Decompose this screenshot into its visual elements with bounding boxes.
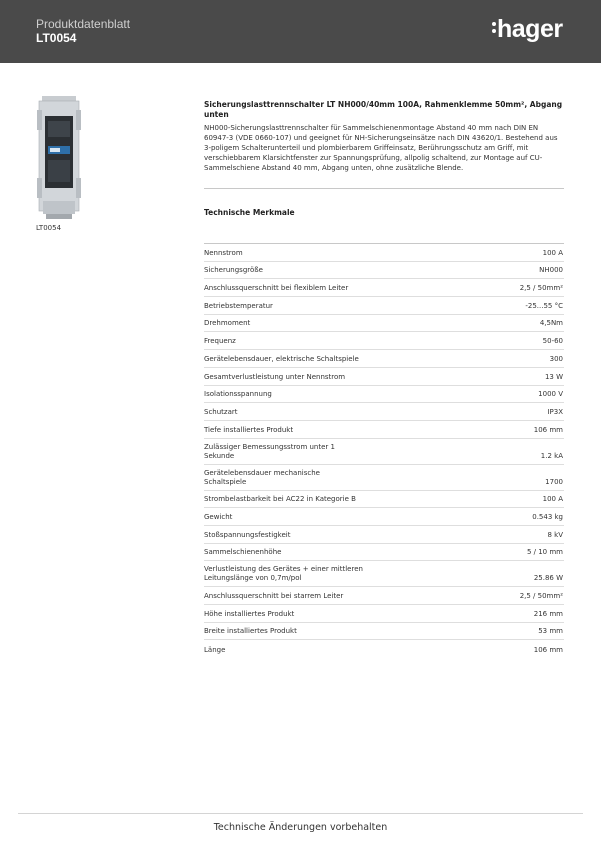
spec-label: Verlustleistung des Gerätes + einer mittleren Leitungslänge von 0,7m/pol bbox=[204, 565, 363, 583]
table-row bbox=[204, 244, 564, 262]
spec-value: 2,5 / 50mm² bbox=[519, 592, 563, 600]
spec-label: Anschlussquerschnitt bei flexiblem Leiter bbox=[204, 284, 349, 293]
spec-label: Isolationsspannung bbox=[204, 390, 272, 399]
hager-logo bbox=[492, 17, 563, 42]
table-row bbox=[204, 350, 564, 368]
spec-label: Sicherungsgröße bbox=[204, 266, 263, 275]
spec-value: 4,5Nm bbox=[539, 319, 563, 328]
spec-label: Frequenz bbox=[204, 337, 236, 346]
table-row bbox=[204, 315, 564, 333]
table-row bbox=[204, 465, 564, 491]
spec-value: 8 kV bbox=[547, 530, 563, 539]
table-row bbox=[204, 491, 564, 509]
spec-label: Stoßspannungsfestigkeit bbox=[204, 530, 291, 539]
spec-label: Drehmoment bbox=[204, 319, 251, 328]
logo-dots-icon bbox=[492, 19, 496, 36]
spec-label: Betriebstemperatur bbox=[204, 301, 273, 310]
table-row bbox=[204, 587, 564, 605]
footer-note: Technische Änderungen vorbehalten bbox=[213, 822, 388, 833]
spec-label: Höhe installiertes Produkt bbox=[204, 609, 295, 618]
spec-value: 5 / 10 mm bbox=[526, 548, 563, 557]
logo-text: hager bbox=[497, 15, 563, 43]
table-row bbox=[204, 526, 564, 544]
table-row bbox=[204, 386, 564, 404]
spec-value: 1700 bbox=[545, 477, 563, 486]
table-row bbox=[204, 262, 564, 280]
spec-label: Gesamtverlustleistung unter Nennstrom bbox=[204, 372, 346, 381]
spec-value: 106 mm bbox=[533, 425, 563, 434]
table-row bbox=[204, 421, 564, 439]
spec-value: 106 mm bbox=[533, 646, 563, 655]
spec-value: 216 mm bbox=[533, 609, 563, 618]
spec-label: Strombelastbarkeit bei AC22 in Kategorie B bbox=[204, 495, 356, 504]
spec-label: Gerätelebensdauer mechanische Schaltspiele bbox=[204, 468, 320, 486]
table-row bbox=[204, 544, 564, 562]
specs-table bbox=[204, 243, 564, 658]
spec-label: Länge bbox=[204, 646, 226, 655]
spec-value: 13 W bbox=[544, 372, 563, 381]
spec-value: IP3X bbox=[547, 407, 563, 416]
page-header bbox=[0, 0, 601, 63]
spec-value: 300 bbox=[549, 354, 563, 363]
product-description: NH000-Sicherungslasttrennschalter für Sammelschienenmontage Abstand 40 mm nach DIN EN 60947-3 (VDE 0660-107) und geeignet für NH-Sicherungseinsätze nach DIN 43620/1. Bestehend aus 3-poligem Schalterunterteil und plombierbarem Griffeinsatz, Berührungsschutz am Griff, mit verschiebbarem Klarsichtfenster zur Spannungsprüfung, allpolig schaltend, zur Montage auf CU-Sammelschiene Abstand 40 mm, Abgang unten, ohne zusätzliche Blende. bbox=[204, 124, 558, 172]
spec-label: Anschlussquerschnitt bei starrem Leiter bbox=[204, 592, 344, 600]
spec-value: 2,5 / 50mm² bbox=[519, 284, 563, 293]
spec-value: 100 A bbox=[542, 248, 563, 257]
table-row bbox=[204, 561, 564, 587]
spec-value: 1000 V bbox=[538, 390, 563, 399]
spec-value: -25...55 °C bbox=[525, 301, 563, 310]
section-title: Technische Merkmale bbox=[204, 208, 295, 217]
spec-value: NH000 bbox=[539, 266, 563, 275]
table-row bbox=[204, 403, 564, 421]
spec-label: Breite installiertes Produkt bbox=[204, 627, 297, 636]
spec-value: 100 A bbox=[542, 495, 563, 504]
spec-label: Nennstrom bbox=[204, 248, 243, 257]
spec-label: Sammelschienenhöhe bbox=[204, 548, 282, 557]
table-row bbox=[204, 640, 564, 658]
spec-value: 25.86 W bbox=[533, 574, 563, 583]
product-title: Sicherungslasttrennschalter LT NH000/40mm 100A, Rahmenklemme 50mm², Abgang unten bbox=[204, 100, 563, 119]
spec-value: 1.2 kA bbox=[540, 451, 563, 460]
table-row bbox=[204, 439, 564, 465]
table-row bbox=[204, 508, 564, 526]
table-row bbox=[204, 279, 564, 297]
spec-value: 0.543 kg bbox=[532, 512, 563, 521]
footer-divider bbox=[18, 813, 583, 814]
table-row bbox=[204, 605, 564, 623]
document-type: Produktdatenblatt bbox=[36, 17, 131, 31]
spec-label: Gewicht bbox=[204, 512, 233, 521]
table-row bbox=[204, 623, 564, 641]
spec-label: Tiefe installiertes Produkt bbox=[204, 425, 294, 434]
table-row bbox=[204, 332, 564, 350]
spec-value: 50-60 bbox=[542, 337, 563, 346]
spec-label: Zulässiger Bemessungsstrom unter 1 Sekunde bbox=[204, 442, 335, 460]
divider bbox=[204, 188, 564, 189]
document-id: LT0054 bbox=[36, 31, 77, 45]
spec-label: Gerätelebensdauer, elektrische Schaltspiele bbox=[204, 354, 359, 363]
spec-label: Schutzart bbox=[204, 407, 238, 416]
product-image bbox=[36, 96, 82, 220]
product-image-caption: LT0054 bbox=[36, 224, 62, 232]
table-row bbox=[204, 368, 564, 386]
spec-value: 53 mm bbox=[538, 627, 563, 636]
table-row bbox=[204, 297, 564, 315]
